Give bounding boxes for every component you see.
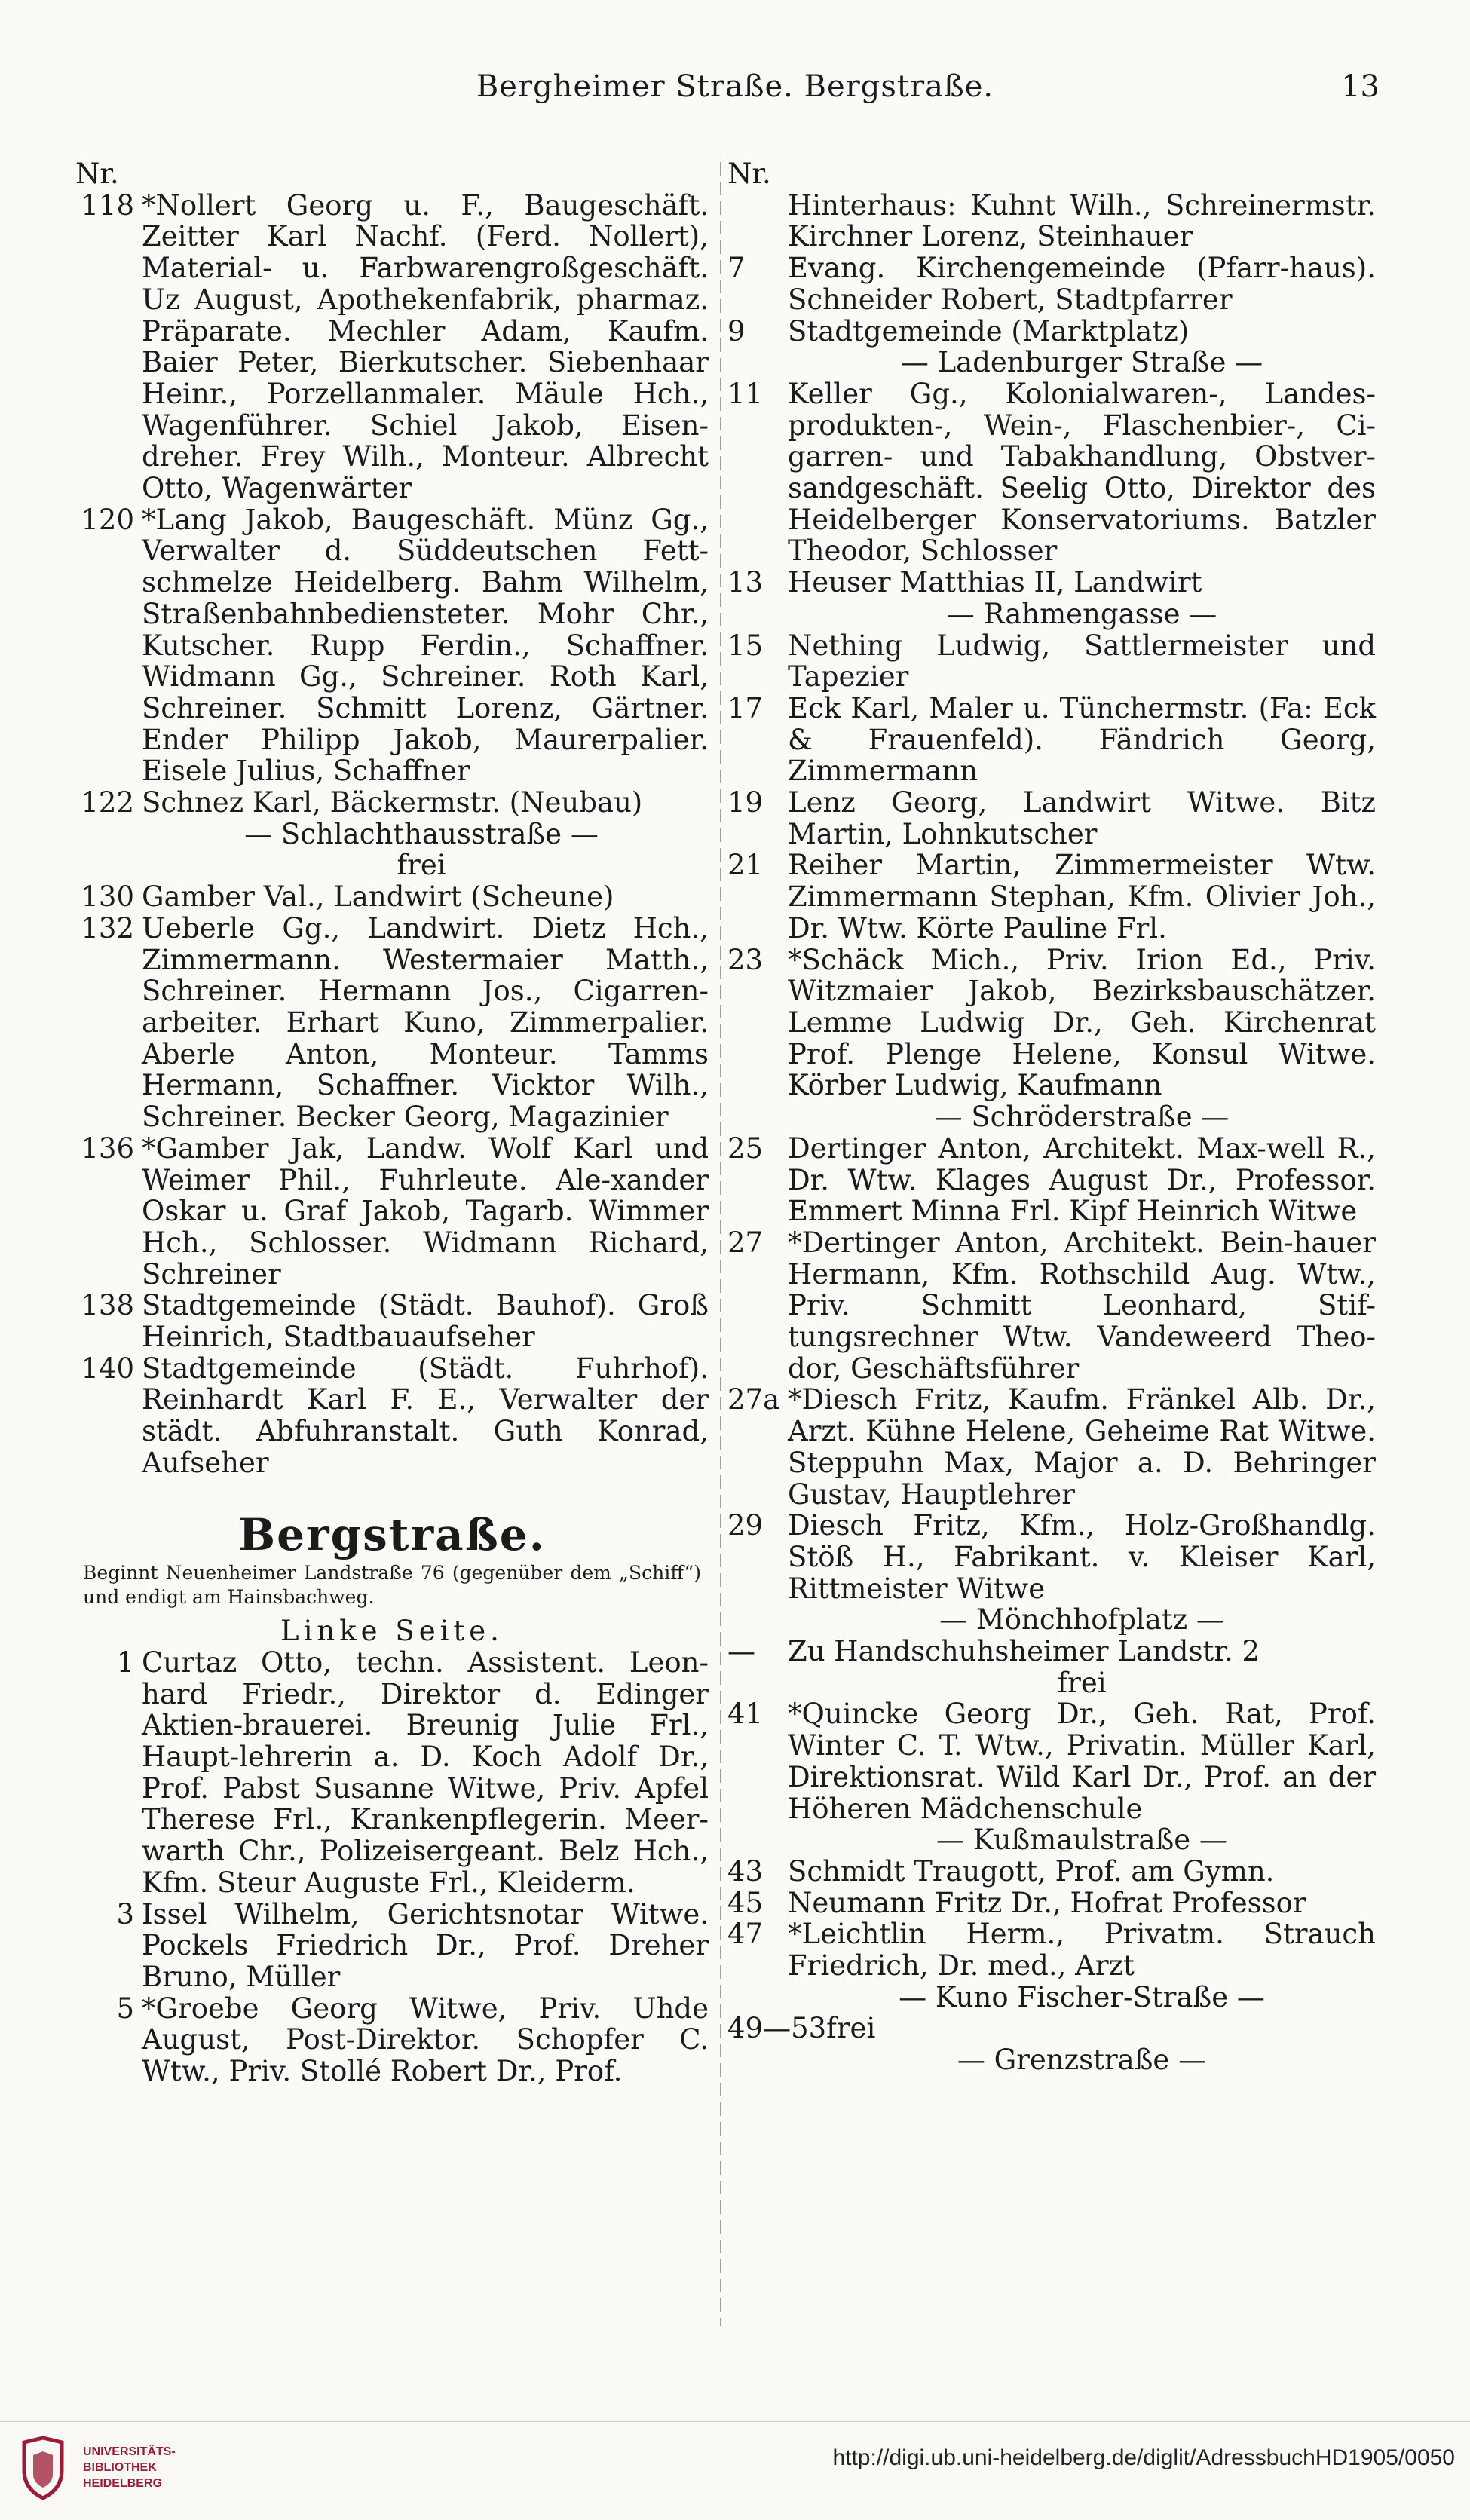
vacant-note: frei [1057,1666,1107,1699]
nr-label: Nr. [75,158,119,190]
directory-entry [75,504,709,787]
entry-text: Zu Handschuhsheimer Landstr. 2 [788,1635,1260,1668]
directory-entry [727,945,1376,1102]
street-separator: — Schlachthausstraße — [244,817,599,850]
directory-entry [727,1227,1376,1385]
street-separator: — Schröderstraße — [934,1101,1230,1134]
entry-text: *Quincke Georg Dr., Geh. Rat, Prof. Winter C. T. Wtw., Privatin. Müller Karl, Direktionsrat. Wild Karl Dr., Prof. an der Höheren Mädchenschule [788,1698,1376,1825]
entry-text: *Dertinger Anton, Architekt. Bein-hauer Hermann, Kfm. Rothschild Aug. Wtw., Priv. Schmitt Leonhard, Stif-tungsrechner Wtw. Vandeweerd Theo-dor, Geschäftsführer [788,1226,1376,1385]
entry-text: Gamber Val., Landwirt (Scheune) [142,880,614,914]
street-separator: — Kuno Fischer-Straße — [899,1980,1265,2013]
entry-text: Stadtgemeinde (Städt. Bauhof). Groß Heinrich, Stadtbauaufseher [142,1289,709,1354]
directory-entry [727,1636,1376,1667]
vacant-note: frei [397,849,446,882]
entry-text: *Diesch Fritz, Kaufm. Fränkel Alb. Dr., Arzt. Kühne Helene, Geheime Rat Witwe. Steppuhn Max, Major a. D. Behringer Gustav, Hauptlehrer [788,1383,1376,1511]
entry-text: Nething Ludwig, Sattlermeister und Tapezier [788,629,1376,694]
directory-entry [727,693,1376,787]
entry-text: Schnez Karl, Bäckermstr. (Neubau) [142,786,643,819]
directory-entry [727,567,1376,599]
house-number: 43 [727,1854,764,1888]
library-logo[interactable] [17,2436,213,2500]
entry-text: *Gamber Jak, Landw. Wolf Karl und Weimer Phil., Fuhrleute. Ale-xander Oskar u. Graf Jakob, Tagarb. Wimmer Hch., Schlosser. Widmann Richard, Schreiner [142,1131,709,1291]
house-number: 17 [727,691,764,724]
street-separator: — Rahmengasse — [946,597,1217,630]
house-number: 132 [81,911,134,945]
house-number: 138 [81,1289,134,1322]
running-title: Bergheimer Straße. Bergstraße. [476,69,994,104]
house-number: 49—53 [727,2012,827,2045]
directory-entry [75,1899,709,1993]
house-number: 1 [116,1646,134,1679]
directory-entry [727,316,1376,348]
house-number: 120 [81,503,134,536]
directory-entry [727,378,1376,567]
directory-entry [75,1353,709,1479]
house-number: 21 [727,849,764,882]
library-seal-icon [17,2436,69,2500]
house-number: 45 [727,1886,764,1919]
house-number: 25 [727,1131,764,1165]
house-number: — [727,1635,755,1668]
directory-entry [727,2013,1376,2044]
entry-text: *Nollert Georg u. F., Baugeschäft. Zeitter Karl Nachf. (Ferd. Nollert), Material- u. Farbwarengroßgeschäft. Uz August, Apothekenfabrik, pharmaz. Präparate. Mechler Adam, Kaufm. Baier Peter, Bierkutscher. Siebenhaar Heinr., Porzellanmaler. Mäule Hch., Wagenführer. Schiel Jakob, Eisen-dreher. Frey Wilh., Monteur. Albrecht Otto, Wagenwärter [142,188,709,505]
directory-entry [75,1647,709,1899]
entry-text: Ueberle Gg., Landwirt. Dietz Hch., Zimmermann. Westermaier Matth., Schreiner. Hermann Jos., Cigarren-arbeiter. Erhart Kuno, Zimmerpalier. Aberle Anton, Monteur. Tamms Hermann, Schaffner. Vicktor Wilh., Schreiner. Becker Georg, Magazinier [142,911,709,1134]
directory-entry [727,787,1376,850]
page-header [0,69,1470,115]
entry-text: Heuser Matthias II, Landwirt [788,566,1202,599]
entry-text: Diesch Fritz, Kfm., Holz-Großhandlg. Stöß H., Fabrikant. v. Kleiser Karl, Rittmeister Witwe [788,1509,1376,1605]
directory-entry [727,253,1376,315]
entry-text: Curtaz Otto, techn. Assistent. Leon-hard Friedr., Direktor d. Edinger Aktien-brauerei. Breunig Julie Frl., Haupt-lehrerin a. D. Koch Adolf Dr., Prof. Pabst Susanne Witwe, Priv. Apfel Therese Frl., Krankenpflegerin. Meer-warth Chr., Polizeisergeant. Belz Hch., Kfm. Steur Auguste Frl., Kleiderm. [142,1646,709,1899]
entry-text: Evang. Kirchengemeinde (Pfarr-haus). Schneider Robert, Stadtpfarrer [788,252,1376,316]
logo-line: HEIDELBERG [83,2477,162,2490]
directory-entry [727,190,1376,253]
directory-entry [75,190,709,504]
directory-entry [727,1384,1376,1510]
right-column [727,158,1376,2076]
directory-entry [727,1888,1376,1919]
house-number: 136 [81,1131,134,1165]
house-number: 13 [727,566,764,599]
page-number: 13 [1341,69,1380,104]
directory-entry [75,913,709,1133]
house-number: 130 [81,880,134,914]
directory-entry [75,881,709,913]
directory-entry [75,1993,709,2087]
directory-entry [727,630,1376,693]
street-separator: — Mönchhofplatz — [939,1603,1224,1637]
entry-text: Issel Wilhelm, Gerichtsnotar Witwe. Pockels Friedrich Dr., Prof. Dreher Bruno, Müller [142,1897,709,1993]
house-number: 9 [727,314,746,348]
footer-rule [0,2421,1470,2422]
directory-entry [75,1133,709,1291]
house-number: 27 [727,1226,764,1259]
directory-entry [727,1133,1376,1227]
entry-text: Stadtgemeinde (Städt. Fuhrhof). Reinhardt Karl F. E., Verwalter der städt. Abfuhranstalt. Guth Konrad, Aufseher [142,1352,709,1479]
house-number: 122 [81,786,134,819]
house-number: 118 [81,188,134,222]
entry-text: *Leichtlin Herm., Privatm. Strauch Friedrich, Dr. med., Arzt [788,1918,1376,1983]
directory-entry [727,850,1376,944]
source-url-link[interactable]: http://digi.ub.uni-heidelberg.de/diglit/AdressbuchHD1905/0050 [832,2445,1455,2470]
house-number: 3 [116,1897,134,1931]
entry-text: Keller Gg., Kolonialwaren-, Landes-produkten-, Wein-, Flaschenbier-, Ci-garren- und Tabakhandlung, Obstver-sandgeschäft. Seelig Otto, Direktor des Heidelberger Konservatoriums. Batzler Theodor, Schlosser [788,377,1376,568]
house-number: 29 [727,1509,764,1542]
house-number [727,190,788,253]
street-separator: — Ladenburger Straße — [900,346,1263,379]
logo-line: UNIVERSITÄTS- [83,2445,176,2458]
house-number: 5 [116,1992,134,2025]
entry-text: Dertinger Anton, Architekt. Max-well R., Dr. Wtw. Klages August Dr., Professor. Emmert Minna Frl. Kipf Heinrich Witwe [788,1131,1376,1228]
directory-entry [727,1698,1376,1824]
house-number: 41 [727,1698,764,1731]
directory-entry [727,1510,1376,1604]
directory-entry [727,1918,1376,1981]
entry-text: Neumann Fritz Dr., Hofrat Professor [788,1886,1306,1919]
entry-text: Eck Karl, Maler u. Tünchermstr. (Fa: Eck & Frauenfeld). Fändrich Georg, Zimmermann [788,691,1376,788]
house-number: 47 [727,1918,764,1951]
directory-entry [75,1290,709,1352]
left-column [75,158,709,2087]
entry-text: Hinterhaus: Kuhnt Wilh., Schreinermstr. Kirchner Lorenz, Steinhauer [788,188,1376,253]
entry-text: Reiher Martin, Zimmermeister Wtw. Zimmermann Stephan, Kfm. Olivier Joh., Dr. Wtw. Körte Pauline Frl. [788,849,1376,945]
street-separator: — Grenzstraße — [957,2044,1207,2077]
nr-label: Nr. [727,158,771,190]
house-number: 27a [727,1383,780,1416]
entry-text: *Lang Jakob, Baugeschäft. Münz Gg., Verwalter d. Süddeutschen Fett-schmelze Heidelberg. Bahm Wilhelm, Straßenbahnbediensteter. Mohr Chr., Kutscher. Rupp Ferdin., Schaffner. Widmann Gg., Schreiner. Roth Karl, Schreiner. Schmitt Lorenz, Gärtner. Ender Philipp Jakob, Maurerpalier. Eisele Julius, Schaffner [142,503,709,788]
house-number: 23 [727,943,764,976]
logo-line: BIBLIOTHEK [83,2461,157,2474]
side-label: Linke Seite. [280,1615,504,1648]
entry-text: *Schäck Mich., Priv. Irion Ed., Priv. Witzmaier Jakob, Bezirksbauschätzer. Lemme Ludwig Dr., Geh. Kirchenrat Prof. Plenge Helene, Konsul Witwe. Körber Ludwig, Kaufmann [788,943,1376,1102]
section-title: Bergstraße. [238,1508,546,1560]
house-number: 11 [727,377,764,410]
house-number: 140 [81,1352,134,1385]
section-intro: Beginnt Neuenheimer Landstraße 76 (gegenüber dem „Schiff“) und endigt am Hainsbachweg. [83,1562,701,1609]
directory-entry [75,787,709,819]
entry-text: *Groebe Georg Witwe, Priv. Uhde August, Post-Direktor. Schopfer C. Wtw., Priv. Stollé Robert Dr., Prof. [142,1992,709,2088]
street-separator: — Kußmaulstraße — [936,1823,1227,1857]
entry-text: Lenz Georg, Landwirt Witwe. Bitz Martin, Lohnkutscher [788,786,1376,850]
column-divider [720,162,721,2326]
entry-text: Stadtgemeinde (Marktplatz) [788,314,1190,348]
entry-text: Schmidt Traugott, Prof. am Gymn. [788,1854,1275,1888]
directory-entry [727,1856,1376,1888]
house-number: 19 [727,786,764,819]
house-number: 15 [727,629,764,662]
entry-text: frei [826,2012,876,2045]
house-number: 7 [727,252,746,285]
